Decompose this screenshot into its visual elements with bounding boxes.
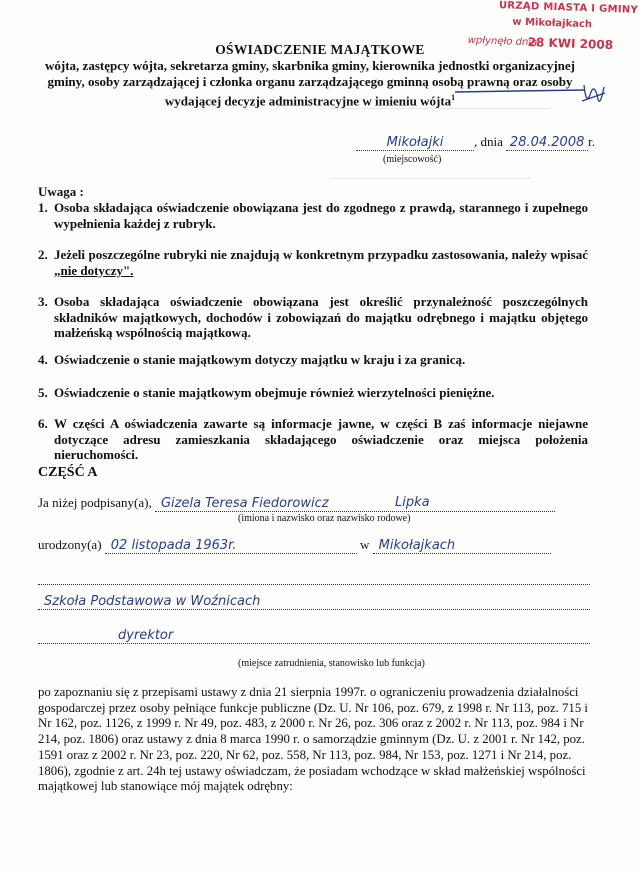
- document-title: OŚWIADCZENIE MAJĄTKOWE: [215, 42, 425, 57]
- bleed-through: [330, 178, 530, 179]
- birth-date-value: 02 listopada 1963r.: [110, 538, 237, 553]
- workplace-value: Szkoła Podstawowa w Woźnicach: [44, 594, 261, 609]
- place-value: Mikołajki: [386, 135, 444, 150]
- place-caption: (miejscowość): [383, 154, 442, 165]
- position-line: [38, 627, 590, 644]
- note-item: 3. Osoba składająca oświadczenie obowiązana jest określić przynależność poszczególnych składników majątkowych, dochodów i zobowiązań do majątku odrębnego i majątku objętego małżeńską wspólnością majątkową.: [38, 294, 588, 340]
- notes-heading: Uwaga :: [38, 184, 84, 199]
- stamp-location: w Mikołajkach: [512, 16, 593, 31]
- birth-place-value: Mikołajkach: [378, 538, 456, 553]
- note-item: 5. Oświadczenie o stanie majątkowym obejmuje również wierzytelności pieniężne.: [38, 385, 495, 400]
- workplace-line: [38, 593, 590, 610]
- note-item: 6. W części A oświadczenia zawarte są informacje jawne, w części B zaś informacje niejawne dotyczące adresu zamieszkania składającego oświadczenie oraz miejsca położenia nieruchomości.: [38, 416, 588, 462]
- bleed-through: [330, 108, 550, 109]
- note-item: 2. Jeżeli poszczególne rubryki nie znajdują w konkretnym przypadku zastosowania, należy wpisać „nie dotyczy".: [38, 247, 588, 278]
- position-value: dyrektor: [118, 628, 174, 643]
- stamp-date: 28 KWI 2008: [527, 35, 614, 53]
- part-a-heading: CZĘŚĆ A: [38, 465, 98, 480]
- note-item: 1. Osoba składająca oświadczenie obowiązana jest do zgodnego z prawdą, starannego i zupełnego wypełnienia każdej z rubryk.: [38, 200, 588, 231]
- name-line: Ja niżej podpisany(a), Gizela Teresa Fiedorowicz Lipka: [38, 495, 555, 512]
- maiden-name-value: Lipka: [394, 495, 430, 510]
- name-caption: (imiona i nazwisko oraz nazwisko rodowe): [238, 513, 411, 524]
- blank-line: [38, 574, 590, 585]
- note-item: 4. Oświadczenie o stanie majątkowym dotyczy majątku w kraju i za granicą.: [38, 352, 466, 367]
- document-subtitle: wójta, zastępcy wójta, sekretarza gminy, skarbnika gminy, kierownika jednostki organizacyjnej gminy, osoby zarządzającej i członka organu zarządzającego gminną osobą prawną oraz osoby wydającej decyzje administracyjne w imieniu wójta$^1$: [45, 58, 575, 109]
- place-date-line: Mikołajki , dnia 28.04.2008 r.: [356, 134, 595, 151]
- stamp-received-label: wpłynęło dnia: [467, 35, 538, 49]
- date-value: 28.04.2008: [509, 135, 585, 150]
- stamp-office: URZĄD MIASTA I GMINY: [498, 0, 639, 16]
- statement-text: po zapoznaniu się z przepisami ustawy z dnia 21 sierpnia 1997r. o ograniczeniu prowadzenia działalności gospodarczej przez osoby pełniące funkcje publiczne (Dz. U. Nr 106, poz. 679, z 1998 r. Nr 113, poz. 715 i Nr 162, poz. 1126, z 1999 r. Nr 49, poz. 483, z 2000 r. Nr 26, poz. 306 oraz z 2002 r. Nr 113, poz. 984 i Nr 214, poz. 1806) oraz ustawy z dnia 8 marca 1990 r. o samorządzie gminnym (Dz. U. z 2001 r. Nr 142, poz. 1591 oraz z 2002 r. Nr 23, poz. 220, Nr 62, poz. 558, Nr 113, poz. 984, Nr 153, poz. 1271 i Nr 214, poz. 1806), zgodnie z art. 24h tej ustawy oświadczam, że posiadam wchodzące w skład małżeńskiej wspólności majątkowej lub stanowiące mój majątek odrębny:: [38, 685, 588, 794]
- name-value: Gizela Teresa Fiedorowicz: [160, 496, 329, 511]
- birth-line: urodzony(a) 02 listopada 1963r. w Mikołajkach: [38, 537, 551, 554]
- work-caption: (miejsce zatrudnienia, stanowisko lub funkcja): [238, 658, 425, 669]
